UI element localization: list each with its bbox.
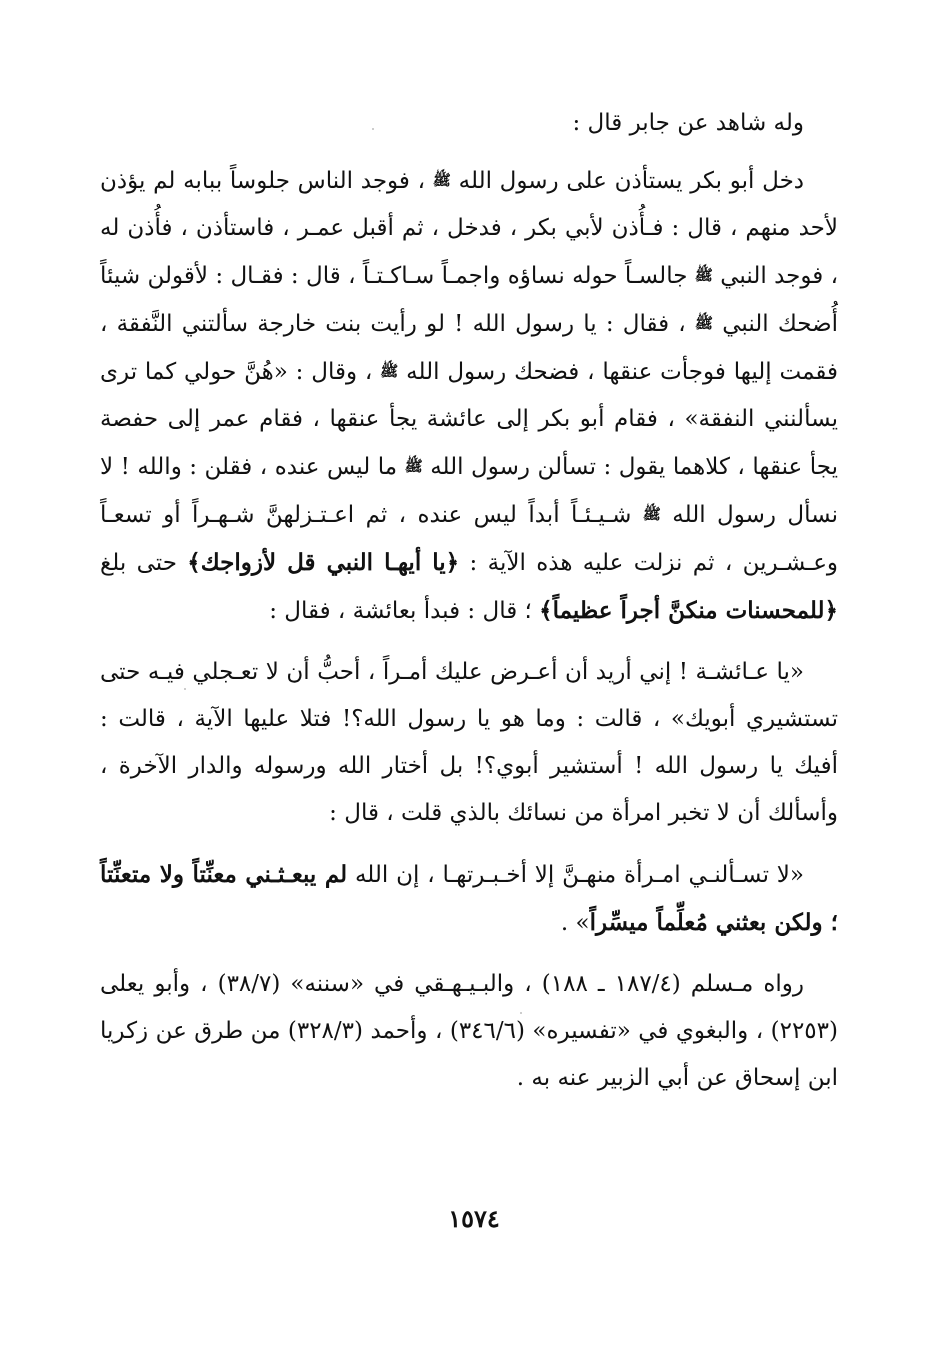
page-number: ١٥٧٤ [448,1204,500,1233]
scan-speck [184,688,186,690]
salutation-glyph: ﷺ [694,266,713,284]
text-segment: جالسـاً حوله نساؤه واجمـاً سـاكـتـاً ، قال : فقـال : لأقولن شيئاً أُضحك النبي [100,263,838,337]
page-body [100,100,838,1102]
text-segment: «لا تسـألنـي امـرأة منهـنَّ إلا أخـبـرتهـا ، إن الله [354,862,804,888]
text-segment: ، فوجد الناس جلوساً ببابه لم يؤذن لأحد منهم ، قال : فـأُذن لأبي بكر ، فدخل ، ثم أقبل عمـر ، فاستأذن ، فأُذن له ، فوجد النبي [100,168,839,289]
bold-quote: لم يبعـثـني معنِّتاً ولا متعنِّتاً ؛ ولكن بعثني مُعلِّماً ميسِّراً [100,861,838,936]
salutation-glyph: ﷺ [432,171,451,189]
salutation-glyph: ﷺ [404,457,423,475]
paragraph-prophet-saying [100,851,838,947]
scan-speck [520,1012,522,1014]
text-segment: ، فقال : يا رسول الله ! لو رأيت بنت خارجة سألتني النَّفقة ، فقمت إليها فوجأت عنقها ، فضحك رسول الله [100,311,839,385]
text-segment: حتى بلغ [100,550,177,576]
intro-line: وله شاهد عن جابر قال : [572,110,804,136]
paragraph-sources: رواه مـسلم (١٨٧/٤ ـ ١٨٨) ، والبـيـهـقي في «سننه» (٣٨/٧) ، وأبو يعلى (٢٢٥٣) ، والبغوي في «تفسيره» (٣٤٦/٦) ، وأحمد (٣٢٨/٣) من طرق عن زكريا ابن إسحاق عن أبي الزبير عنه به . [100,971,838,1091]
paragraph-hadith-narrative [100,157,838,635]
text-segment: » . [560,910,590,936]
salutation-glyph: ﷺ [380,362,399,380]
quran-verse: ﴿للمحسنات منكنَّ أجراً عظيماً﴾ [539,597,838,624]
text-segment: دخل أبو بكر يستأذن على رسول الله [458,168,805,194]
quran-verse: ﴿يا أيهـا النبي قل لأزواجك﴾ [187,549,460,576]
paragraph-aisha-dialogue: «يا عـائشـة ! إني أريد أن أعـرض عليك أمـراً ، أحبُّ أن لا تعـجلي فيـه حتى تستشيري أبويك» ، قالت : وما هو يا رسول الله؟! فتلا عليها الآية ، قالت : أفيك يا رسول الله ! أستشير أبوي؟! بل أختار الله ورسوله والدار الآخرة ، وأسألك أن لا تخبر امرأة من نسائك بالذي قلت ، قال : [100,659,838,826]
text-segment: ، وقال : «هُنَّ حولي كما ترى يسألنني النفقة» ، فقام أبو بكر إلى عائشة يجأ عنقها ، فقام عمر إلى حفصة يجأ عنقها ، كلاهما يقول : تسألن رسول الله [100,359,839,480]
salutation-glyph: ﷺ [642,505,661,523]
text-segment: ؛ قال : فبدأ بعائشة ، فقال : [269,598,532,624]
text-segment: ما ليس عنده ، فقلن : والله ! لا نسأل رسول الله [100,454,838,528]
scan-speck [372,128,374,130]
salutation-glyph: ﷺ [694,314,714,332]
text-segment: شـيـئـاً أبداً ليس عنده ، ثم اعـتـزلهنَّ شـهـراً أو تسعـاً وعـشـرين ، ثم نزلت عليه هذه الآية : [100,502,839,576]
